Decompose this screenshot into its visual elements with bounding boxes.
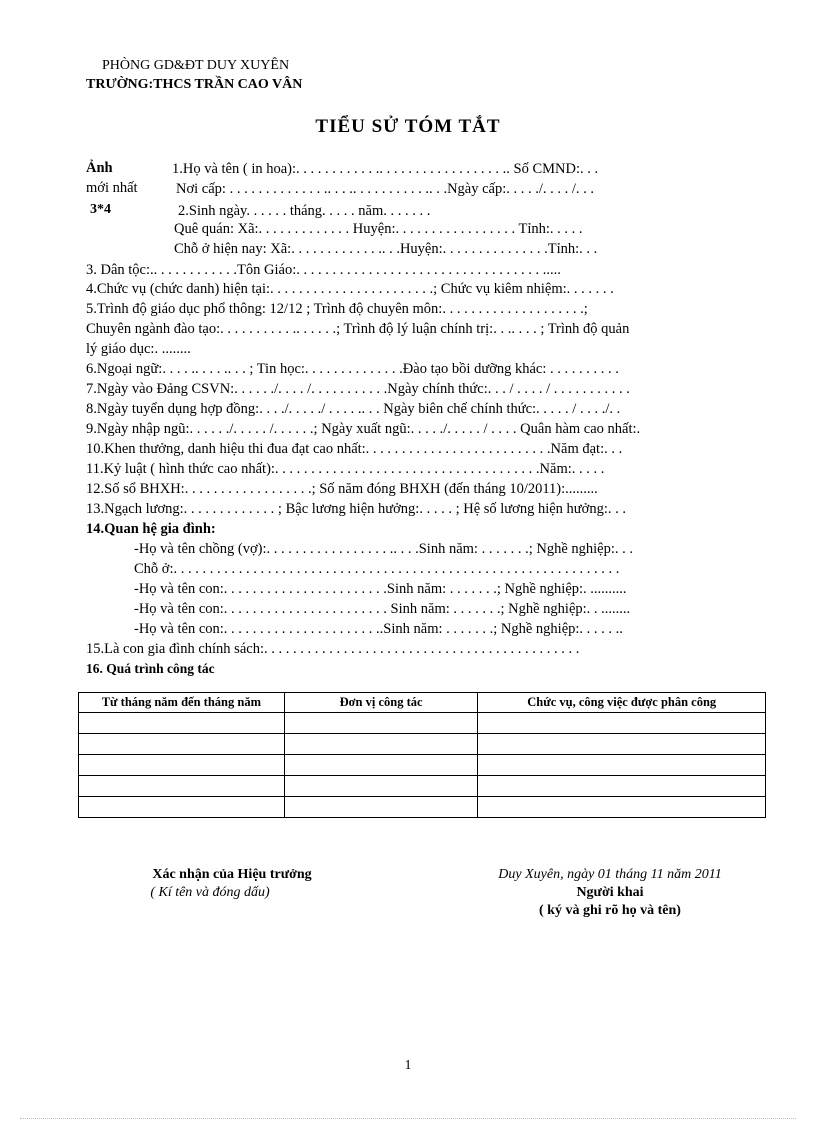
table-cell	[284, 734, 478, 755]
table-row	[79, 755, 766, 776]
form-line-14: 9.Ngày nhập ngũ:. . . . . ./. . . . . /. . . . . .; Ngày xuất ngũ:. . . . ./. . . . . / . . . . Quân hàm cao nhất:.	[86, 421, 641, 437]
form-line-24: -Họ và tên con:. . . . . . . . . . . . . . . . . . . . . ..Sinh năm: . . . . . . .; Nghề nghiệp:. . . . . ..	[134, 621, 623, 637]
form-line-17: 12.Số sổ BHXH:. . . . . . . . . . . . . . . . . .; Số năm đóng BHXH (đến tháng 10/2011):.........	[86, 481, 598, 497]
declaration-date: Duy Xuyên, ngày 01 tháng 11 năm 2011	[498, 867, 722, 882]
table-cell	[478, 797, 766, 818]
table-cell	[478, 713, 766, 734]
table-header-unit: Đơn vị công tác	[284, 693, 478, 713]
principal-confirmation-note: ( Kí tên và đóng dấu)	[150, 885, 270, 900]
work-history-table	[78, 692, 766, 818]
table-cell	[284, 797, 478, 818]
photo-size: 3*4	[90, 202, 111, 217]
form-line-1: 1.Họ và tên ( in hoa):. . . . . . . . . . . .. . . . . . . . . . . . . . . . . .. Số CMND:. . .	[172, 161, 599, 177]
table-cell	[79, 734, 285, 755]
table-header-period: Từ tháng năm đến tháng năm	[79, 693, 285, 713]
form-line-21: Chỗ ở:. . . . . . . . . . . . . . . . . . . . . . . . . . . . . . . . . . . . . . . . . . . . . . . . . . . . . . . . . . . . . .	[134, 561, 620, 577]
table-row	[79, 797, 766, 818]
form-line-23: -Họ và tên con:. . . . . . . . . . . . . . . . . . . . . . . Sinh năm: . . . . . . .; Nghề nghiệp:. . ........	[134, 601, 631, 617]
form-line-25: 15.Là con gia đình chính sách:. . . . . . . . . . . . . . . . . . . . . . . . . . . . . . . . . . . . . . . . . . . .	[86, 641, 580, 657]
table-cell	[79, 755, 285, 776]
table-cell	[284, 776, 478, 797]
form-line-11: 6.Ngoại ngữ:. . . . .. . . . .. . . ; Tin học:. . . . . . . . . . . . . .Đào tạo bồi dưỡng khác: . . . . . . . . . .	[86, 361, 619, 377]
table-row	[79, 713, 766, 734]
table-cell	[79, 797, 285, 818]
form-line-20: -Họ và tên chồng (vợ):. . . . . . . . . . . . . . . . . .. . . .Sinh năm: . . . . . . .; Nghề nghiệp:. . .	[134, 541, 634, 557]
principal-confirmation-title: Xác nhận của Hiệu trưởng	[152, 867, 312, 882]
table-cell	[284, 755, 478, 776]
form-line-22: -Họ và tên con:. . . . . . . . . . . . . . . . . . . . . . .Sinh năm: . . . . . . .; Nghề nghiệp:. ..........	[134, 581, 627, 597]
form-line-26: 16. Quá trình công tác	[86, 661, 215, 676]
table-row	[79, 734, 766, 755]
form-line-18: 13.Ngạch lương:. . . . . . . . . . . . . ; Bậc lương hiện hưởng:. . . . . ; Hệ số lương hiện hưởng:. . .	[86, 501, 626, 517]
form-line-3: 2.Sinh ngày. . . . . . tháng. . . . . năm. . . . . . .	[178, 203, 431, 219]
school-name: TRƯỜNG:THCS TRẦN CAO VÂN	[86, 77, 303, 92]
form-line-8: 5.Trình độ giáo dục phổ thông: 12/12 ; Trình độ chuyên môn:. . . . . . . . . . . . . . . . . . . .;	[86, 301, 588, 317]
table-cell	[284, 713, 478, 734]
form-line-12: 7.Ngày vào Đảng CSVN:. . . . . ./. . . . /. . . . . . . . . . .Ngày chính thức:. . . / . . . . / . . . . . . . . . . .	[86, 381, 630, 397]
page-number: 1	[404, 1058, 412, 1073]
photo-label-2: mới nhất	[86, 180, 138, 196]
department-name: PHÒNG GD&ĐT DUY XUYÊN	[102, 58, 290, 73]
declarant-title: Người khai	[576, 885, 644, 900]
form-line-10: lý giáo dục:. ........	[86, 341, 191, 357]
page-title: TIỂU SỬ TÓM TẮT	[315, 116, 501, 137]
form-line-7: 4.Chức vụ (chức danh) hiện tại:. . . . . . . . . . . . . . . . . . . . . . .; Chức vụ kiêm nhiệm:. . . . . . .	[86, 281, 614, 297]
form-line-6: 3. Dân tộc:.. . . . . . . . . . . .Tôn Giáo:. . . . . . . . . . . . . . . . . . . . . . . . . . . . . . . . . . .....	[86, 262, 561, 278]
table-cell	[478, 776, 766, 797]
table-cell	[478, 734, 766, 755]
table-cell	[478, 755, 766, 776]
table-cell	[79, 713, 285, 734]
form-line-4: Quê quán: Xã:. . . . . . . . . . . . . Huyện:. . . . . . . . . . . . . . . . . Tỉnh:. . . . .	[174, 221, 583, 237]
form-line-2: Nơi cấp: . . . . . . . . . . . . . .. . . .. . . . . . . . . . .. . .Ngày cấp:. . . . ./. . . . /. . .	[176, 181, 595, 197]
form-line-15: 10.Khen thưởng, danh hiệu thi đua đạt cao nhất:. . . . . . . . . . . . . . . . . . . . . . . . . .Năm đạt:. . .	[86, 441, 623, 457]
form-line-9: Chuyên ngành đào tạo:. . . . . . . . . . .. . . . . .; Trình độ lý luận chính trị:. . .. . . . ; Trình độ quản	[86, 321, 630, 337]
form-line-5: Chỗ ở hiện nay: Xã:. . . . . . . . . . . . .. . .Huyện:. . . . . . . . . . . . . . .Tỉnh:. . .	[174, 241, 598, 257]
table-row	[79, 776, 766, 797]
table-header-position: Chức vụ, công việc được phân công	[478, 693, 766, 713]
form-line-16: 11.Kỷ luật ( hình thức cao nhất):. . . . . . . . . . . . . . . . . . . . . . . . . . . . . . . . . . . . .Năm:. . . . .	[86, 461, 605, 477]
photo-label: Ảnh	[86, 160, 113, 176]
page-bottom-divider	[20, 1118, 796, 1119]
form-line-19: 14.Quan hệ gia đình:	[86, 521, 216, 537]
table-header-row	[79, 693, 766, 713]
table-cell	[79, 776, 285, 797]
declarant-note: ( ký và ghi rõ họ và tên)	[539, 903, 681, 918]
form-line-13: 8.Ngày tuyển dụng hợp đồng:. . . ./. . . . ./ . . . . .. . . Ngày biên chế chính thức:. . . . . / . . . ./. .	[86, 401, 621, 417]
